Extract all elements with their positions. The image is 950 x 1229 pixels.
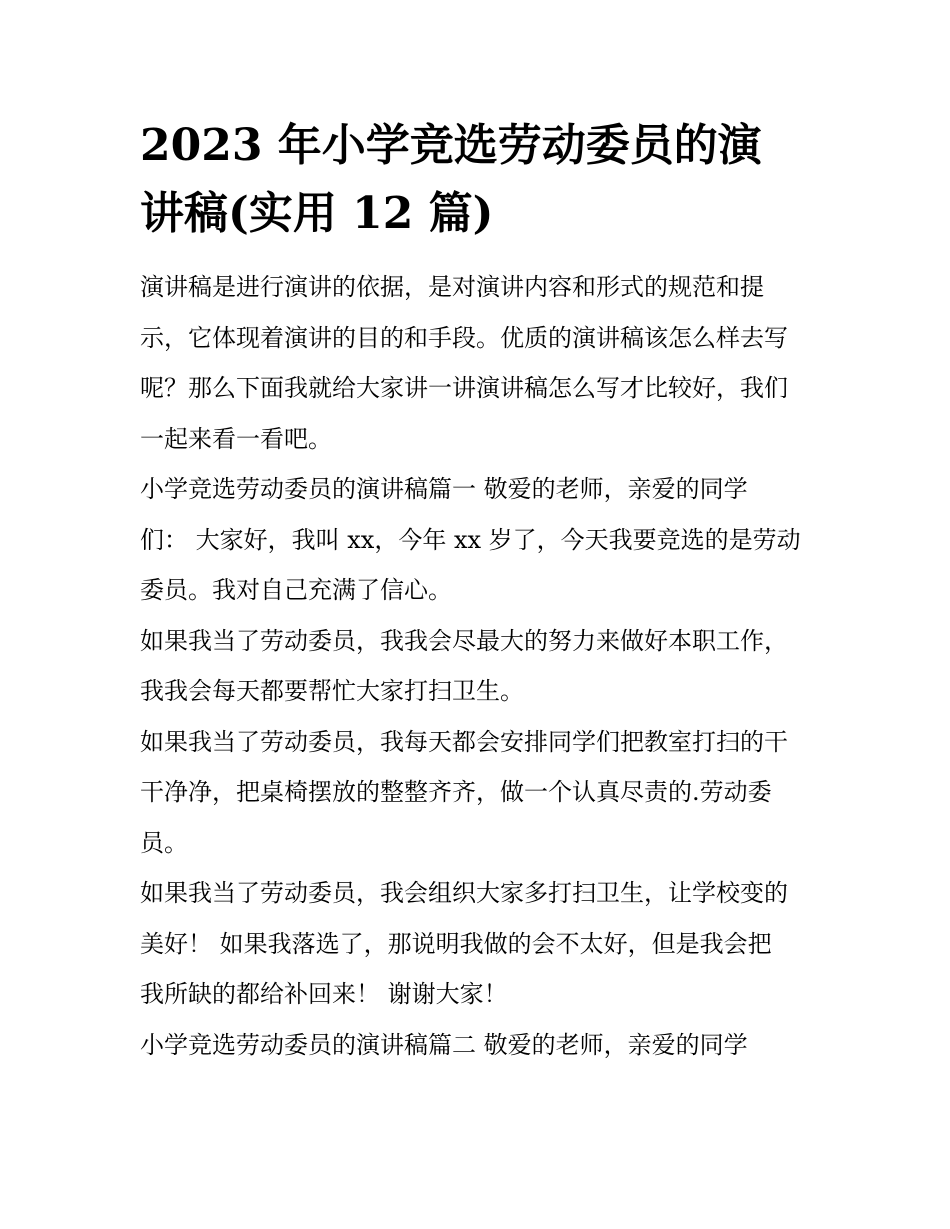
text-line: 演讲稿是进行演讲的依据，是对演讲内容和形式的规范和提 bbox=[140, 273, 764, 301]
intro-paragraph bbox=[140, 262, 820, 464]
text-line: 员。 bbox=[140, 828, 188, 857]
body-paragraph bbox=[140, 717, 820, 869]
text-line: 呢？那么下面我就给大家讲一讲演讲稿怎么写才比较好，我们 bbox=[140, 374, 788, 402]
text-line: 一起来看一看吧。 bbox=[140, 424, 332, 453]
document-title bbox=[140, 112, 820, 248]
speech-two-opening-paragraph bbox=[140, 1020, 820, 1071]
document-content bbox=[140, 112, 820, 1070]
body-paragraph bbox=[140, 868, 820, 1020]
text-line: 如果我当了劳动委员，我我会尽最大的努力来做好本职工作， bbox=[140, 626, 788, 655]
text-line: 如果我当了劳动委员，我会组织大家多打扫卫生，让学校变的 bbox=[140, 879, 788, 907]
text-line: 小学竞选劳动委员的演讲稿篇二 敬爱的老师，亲爱的同学 bbox=[140, 1030, 748, 1059]
text-line: 我所缺的都给补回来！ 谢谢大家！ bbox=[140, 980, 508, 1008]
title-line: 2023 年小学竞选劳动委员的演 bbox=[140, 120, 762, 171]
text-line: 如果我当了劳动委员，我每天都会安排同学们把教室打扫的干 bbox=[140, 727, 788, 756]
body-paragraph bbox=[140, 616, 820, 717]
speech-one-opening-paragraph bbox=[140, 464, 820, 616]
text-line: 示，它体现着演讲的目的和手段。优质的演讲稿该怎么样去写 bbox=[140, 323, 788, 352]
document-body bbox=[140, 262, 820, 1070]
text-line: 小学竞选劳动委员的演讲稿篇一 敬爱的老师，亲爱的同学 bbox=[140, 475, 748, 503]
title-line: 讲稿(实用 12 篇) bbox=[140, 188, 494, 239]
text-line: 们： 大家好，我叫 xx，今年 xx 岁了，今天我要竞选的是劳动 bbox=[140, 525, 801, 554]
text-line: 美好！ 如果我落选了，那说明我做的会不太好，但是我会把 bbox=[140, 929, 772, 958]
text-line: 委员。我对自己充满了信心。 bbox=[140, 576, 452, 604]
text-line: 我我会每天都要帮忙大家打扫卫生。 bbox=[140, 677, 524, 705]
text-line: 干净净，把桌椅摆放的整整齐齐，做一个认真尽责的.劳动委 bbox=[140, 778, 772, 806]
